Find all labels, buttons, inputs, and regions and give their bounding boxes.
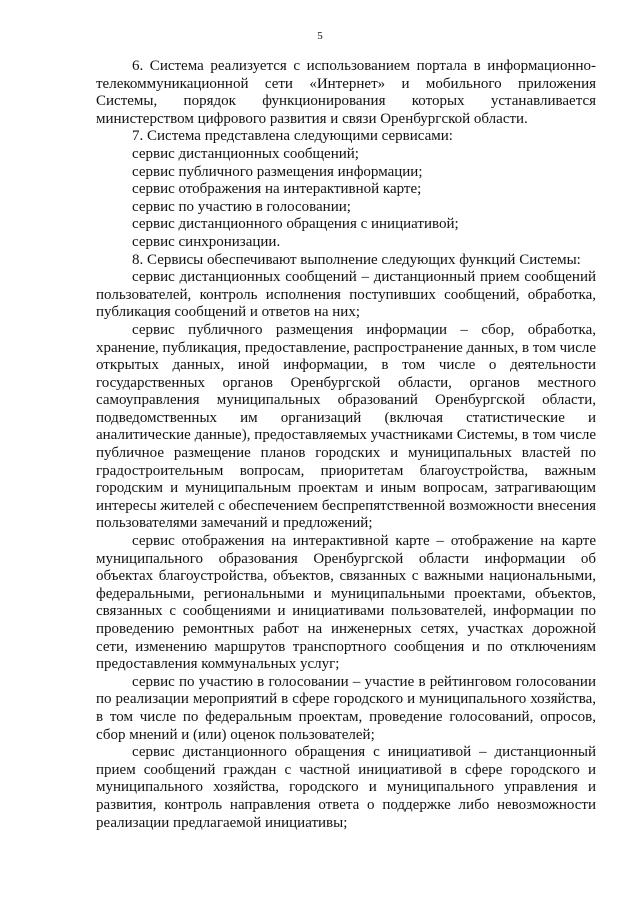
list-item: сервис дистанционного обращения с инициативой; [132, 216, 459, 233]
service-description: сервис дистанционных сообщений – дистанционный прием сообщений пользователей, контроль исполнения поступивших сообщений, обработка, публикация сообщений и ответов на них; [96, 269, 596, 321]
list-item: сервис дистанционных сообщений; [132, 145, 359, 162]
list-item: сервис публичного размещения информации; [132, 163, 423, 180]
page-number: 5 [317, 30, 323, 42]
paragraph-6: 6. Система реализуется с использованием портала в информационно-телекоммуникационной сети «Интернет» и мобильного приложения Системы, порядок функционирования которых устанавливается министерством цифрового развития и связи Оренбургской области. [96, 58, 596, 127]
service-description: сервис дистанционного обращения с инициативой – дистанционный прием сообщений граждан с частной инициативой в сфере городского и муниципального хозяйства, городского и муниципального управления и развития, контроль направления ответа о поддержке либо невозможности реализации предлагаемой инициативы; [96, 744, 596, 831]
service-description: сервис отображения на интерактивной карте – отображение на карте муниципального образования Оренбургской области информации об объектах благоустройства, объектов, связанных с важными национальными, федеральными, региональными и муниципальными проектами, объектов, связанных с сообщениями и инициативами пользователей, информации по проведению ремонтных работ на инженерных сетях, участках дорожной сети, изменению маршрутов транспортного сообщения и по отключениям предоставления коммунальных услуг; [96, 533, 596, 673]
service-description: сервис по участию в голосовании – участие в рейтинговом голосовании по реализации мероприятий в сфере городского и муниципального хозяйства, в том числе по федеральным проектам, проведение голосований, опросов, сбор мнений и (или) оценок пользователей; [96, 673, 596, 743]
service-description: сервис публичного размещения информации – сбор, обработка, хранение, публикация, предоставление, распространение данных, в том числе открытых данных, иной информации, в том числе о деятельности государственных органов Оренбургской области, органов местного самоуправления муниципальных образований Оренбургской области, подведомственных им организаций (включая статистические и аналитические данные), предоставляемых участниками Системы, в том числе публичное размещение планов городских и муниципальных властей по градостроительным вопросам, приоритетам благоустройства, важным городским и муниципальным проектам и иным вопросам, затрагивающим интересы жителей с обеспечением беспрепятственной возможности внесения пользователями замечаний и предложений; [96, 321, 596, 532]
paragraph-8: 8. Сервисы обеспечивают выполнение следующих функций Системы: [132, 251, 581, 268]
list-item: сервис по участию в голосовании; [132, 198, 351, 215]
list-item: сервис отображения на интерактивной карте; [132, 181, 422, 198]
list-item: сервис синхронизации. [132, 233, 281, 250]
paragraph-7: 7. Система представлена следующими сервисами: [132, 128, 453, 145]
document-body [96, 58, 596, 832]
